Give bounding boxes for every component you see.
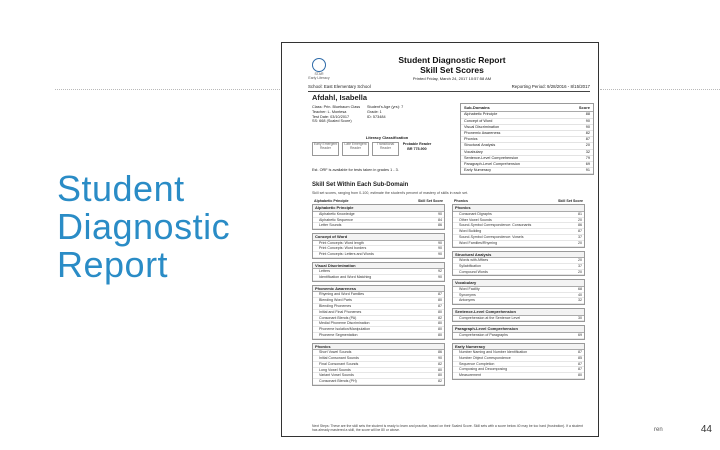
domain-block <box>452 204 585 247</box>
skill-label: Variant Vowel Sounds <box>319 373 354 378</box>
skill-score: 20 <box>578 269 582 274</box>
skill-score: 80 <box>438 321 442 326</box>
skill-row <box>313 223 444 229</box>
probable-label: Probable Reader <box>402 142 432 147</box>
slide-title <box>57 170 257 284</box>
skill-label: Alphabetic Knowledge <box>319 211 355 216</box>
star-logo <box>308 58 330 80</box>
info-cell: Student's Age (yrs): 7 <box>367 105 404 109</box>
page-tag: ren <box>654 427 663 433</box>
skill-score: 80 <box>438 298 442 303</box>
skill-score: 37 <box>578 263 582 268</box>
skill-row <box>313 275 444 281</box>
skill-score: 32 <box>578 298 582 303</box>
skill-label: Long Vowel Sounds <box>319 367 351 372</box>
skill-row <box>453 373 584 379</box>
sub-domain-label: Structural Analysis <box>464 143 496 148</box>
skill-label: Blending Phonemes <box>319 304 352 308</box>
sub-domain-label: Alphabetic Principle <box>464 112 498 117</box>
skill-label: Sequence Completion <box>459 361 495 366</box>
skill-label: Letters <box>319 269 330 274</box>
skill-label: Rhyming and Word Families <box>319 292 365 297</box>
skill-score: 87 <box>578 350 582 354</box>
skill-score: 82 <box>438 379 442 384</box>
skill-score: 90 <box>438 252 442 257</box>
skill-score: 80 <box>578 373 582 378</box>
skill-score: 82 <box>438 315 442 320</box>
domain-block <box>312 285 445 340</box>
domain-block <box>312 343 445 386</box>
skill-label: Initial Consonant Sounds <box>319 355 359 360</box>
skill-label: Compound Words <box>459 269 488 274</box>
skill-score: 86 <box>438 350 442 355</box>
domain-name: Structural Analysis <box>455 251 492 257</box>
skill-label: Synonyms <box>459 292 476 297</box>
report-title <box>352 56 552 75</box>
domain-name: Phonics <box>455 205 471 211</box>
skill-score: 92 <box>438 269 442 274</box>
skill-label: Other Vowel Sounds <box>459 217 492 222</box>
literacy-classification <box>312 135 462 156</box>
skill-score: 90 <box>438 355 442 360</box>
skill-score: 20 <box>578 217 582 222</box>
probable-reader <box>402 142 432 156</box>
skill-score: 80 <box>438 373 442 378</box>
info-cell: ID: 573484 <box>367 114 386 119</box>
logo-name: STAR <box>314 72 324 76</box>
domain-block <box>452 308 585 322</box>
info-cell: Class: Prin. Bluebaum Class <box>312 105 361 109</box>
skill-row <box>453 241 584 247</box>
skill-row <box>313 252 444 258</box>
sub-domain-score: 20 <box>585 143 590 148</box>
est-orf-note: Est. ORF is available for tests taken in grades 1 - 3. <box>312 168 399 172</box>
skill-label: Final Consonant Sounds <box>319 361 359 366</box>
school-bar <box>308 84 590 92</box>
domain-block <box>452 251 585 277</box>
domain-name: Sentence-Level Comprehension <box>455 309 516 315</box>
domain-name: Vocabulary <box>455 280 477 286</box>
skill-score: 80 <box>438 332 442 337</box>
skill-row <box>453 270 584 276</box>
sub-domain-label: Phonics <box>464 137 478 142</box>
left-domain-column <box>312 199 445 389</box>
sub-domain-label: Visual Discrimination <box>464 124 500 129</box>
skill-score: 40 <box>578 292 582 297</box>
sub-domain-score: 79 <box>585 155 590 160</box>
info-cell: Teacher: L. Montesa <box>312 109 347 114</box>
skill-label: Phoneme Isolation/Manipulation <box>319 327 371 332</box>
skill-score: 87 <box>438 304 442 308</box>
domain-name: Phonemic Awareness <box>315 286 357 291</box>
skill-label: Measurement <box>459 373 481 378</box>
skill-label: Comprehension of Paragraphs <box>459 332 508 337</box>
sub-domain-label: Sentence-Level Comprehension <box>464 155 519 160</box>
skill-label: Letter Sounds <box>319 223 342 228</box>
skill-score: 81 <box>578 211 582 216</box>
skill-label: Identification and Word Matching <box>319 275 372 280</box>
info-cell: Test Date: 03/10/2017 <box>312 114 350 119</box>
column-header-score: Skill Set Score <box>418 199 443 203</box>
sub-domain-label: Concept of Word <box>464 118 493 123</box>
domain-block <box>452 343 585 380</box>
domain-name: Visual Discrimination <box>315 263 356 268</box>
skill-score: 86 <box>578 223 582 228</box>
sub-domain-label: Paragraph-Level Comprehension <box>464 162 520 167</box>
skill-score: 87 <box>578 361 582 366</box>
skill-row <box>313 333 444 339</box>
info-cell: SS: 668 (Scaled Score) <box>312 119 352 124</box>
literacy-heading: Literacy Classification <box>365 135 409 140</box>
literacy-box: Early Emergent Reader <box>312 142 339 156</box>
divider-right <box>600 89 720 90</box>
skill-score: 20 <box>578 240 582 245</box>
sub-domain-scores <box>460 103 594 175</box>
domain-block <box>312 262 445 282</box>
column-header-score: Skill Set Score <box>558 199 583 203</box>
skill-label: Consonant Blends (PA) <box>319 315 357 320</box>
report-title-line2: Skill Set Scores <box>420 64 484 75</box>
literacy-box: Late Emergent Reader <box>342 142 369 156</box>
sub-domain-score: 91 <box>585 168 590 173</box>
skill-set-note: Skill set scores, ranging from 0-100, estimate the student's percent of mastery of skills in each set. <box>312 191 469 195</box>
sub-domain-score: 69 <box>585 162 590 167</box>
report-image <box>281 42 599 437</box>
skill-row <box>453 316 584 322</box>
sub-domain-header-score: Score <box>578 105 590 110</box>
skill-label: Print Concepts: Word borders <box>319 246 367 251</box>
skill-label: Phoneme Segmentation <box>319 332 358 337</box>
domain-block <box>312 204 445 230</box>
domain-name: Paragraph-Level Comprehension <box>455 326 518 332</box>
slide-title-line: Student <box>57 168 185 209</box>
domain-block <box>452 279 585 305</box>
sub-domain-score: 87 <box>585 137 590 142</box>
sub-domain-label: Phonemic Awareness <box>464 131 501 136</box>
skill-label: Comprehension at the Sentence Level <box>459 315 521 320</box>
skill-set-title: Skill Set Within Each Sub-Domain <box>312 182 409 188</box>
sub-domain-header <box>461 104 593 112</box>
sub-domain-score: 90 <box>585 118 590 123</box>
domain-name: Alphabetic Principle <box>315 205 354 211</box>
skill-label: Initial and Final Phonemes <box>319 309 362 314</box>
skill-score: 82 <box>438 361 442 366</box>
school-name: School: East Elementary School <box>308 84 371 89</box>
skill-row <box>313 379 444 385</box>
sub-domain-row <box>461 168 593 174</box>
skill-row <box>453 298 584 304</box>
domain-block <box>312 233 445 259</box>
literacy-box: Transitional Reader <box>372 142 399 156</box>
skill-label: Alphabetic Sequence <box>319 217 353 222</box>
sub-domain-header-label: Sub-Domains <box>464 105 490 110</box>
skill-label: Word Building <box>459 229 482 234</box>
logo-sub: Early Literacy <box>308 76 330 80</box>
skill-score: 90 <box>438 275 442 280</box>
reporting-period: Reporting Period: 9/28/2016 - 8/15/2017 <box>511 84 590 89</box>
report-title-line1: Student Diagnostic Report <box>398 55 506 65</box>
slide-title-line: Report <box>57 244 169 285</box>
column-header-label: Phonics <box>454 199 468 203</box>
skill-label: Number Object Correspondence <box>459 355 511 360</box>
probable-value: BR 775-900 <box>407 146 427 151</box>
skill-score: 90 <box>438 246 442 251</box>
skill-score: 69 <box>578 332 582 337</box>
skill-label: Short Vowel Sounds <box>319 350 352 355</box>
skill-score: 20 <box>578 258 582 262</box>
skill-label: Syllabification <box>459 263 481 268</box>
sub-domain-label: Vocabulary <box>464 149 483 154</box>
slide-title-line: Diagnostic <box>57 206 231 247</box>
skill-label: Sound-Symbol Correspondence: Vowels <box>459 235 524 239</box>
skill-row <box>453 333 584 339</box>
skill-label: Composing and Decomposing <box>459 367 508 372</box>
skill-score: 37 <box>578 235 582 239</box>
skill-score: 87 <box>578 367 582 372</box>
skill-score: 80 <box>438 309 442 314</box>
skill-label: Number Naming and Number Identification <box>459 350 528 354</box>
skill-score: 86 <box>438 223 442 228</box>
sub-domain-score: 32 <box>585 149 590 154</box>
domain-name: Early Numeracy <box>455 343 486 349</box>
skill-score: 68 <box>578 286 582 291</box>
skill-score: 87 <box>438 292 442 297</box>
domain-block <box>452 325 585 339</box>
skill-label: Word Families/Rhyming <box>459 240 498 245</box>
skill-label: Consonant Digraphs <box>459 211 492 216</box>
sub-domain-score: 90 <box>585 124 590 129</box>
sub-domain-score: 82 <box>585 131 590 136</box>
skill-score: 84 <box>438 217 442 222</box>
skill-label: Sound-Symbol Correspondence: Consonants <box>459 223 532 228</box>
info-cell <box>367 119 422 124</box>
student-name: Afdahl, Isabella <box>312 93 368 102</box>
skill-label: Blending Word Parts <box>319 298 352 303</box>
skill-label: Medial Phoneme Discrimination <box>319 321 370 326</box>
star-logo-icon <box>312 58 326 72</box>
report-footnote: Next Steps: These are the skill sets the student is ready to learn and practice, based on their Scaled Score. Skill sets with a score below 40 may be too hard (frustration). If a student has already mastered a skill, the score will be 80 or above. <box>312 424 583 433</box>
right-domain-column <box>452 199 585 383</box>
info-cell: Grade: 1 <box>367 109 382 114</box>
page-number: 44 <box>700 424 712 435</box>
skill-label: Consonant Blends (PH) <box>319 379 357 384</box>
divider-left <box>55 89 280 90</box>
column-header-label: Alphabetic Principle <box>314 199 349 203</box>
skill-label: Words with Affixes <box>459 258 489 262</box>
skill-score: 80 <box>438 367 442 372</box>
domain-name: Phonics <box>315 343 331 349</box>
sub-domain-score: 88 <box>585 112 590 117</box>
student-info <box>312 105 422 124</box>
skill-label: Word Facility <box>459 286 480 291</box>
skill-label: Print Concepts: Letters and Words <box>319 252 374 257</box>
skill-score: 87 <box>578 229 582 234</box>
skill-label: Antonyms <box>459 298 475 303</box>
domain-name: Concept of Word <box>315 234 348 240</box>
sub-domain-label: Early Numeracy <box>464 168 492 173</box>
skill-score: 80 <box>438 327 442 332</box>
skill-score: 90 <box>438 240 442 245</box>
skill-label: Print Concepts: Word length <box>319 240 364 245</box>
skill-score: 30 <box>578 315 582 320</box>
skill-score: 90 <box>438 211 442 216</box>
skill-score: 85 <box>578 355 582 360</box>
printed-date: Printed Friday, March 24, 2017 10:57:58 AM <box>412 76 492 81</box>
